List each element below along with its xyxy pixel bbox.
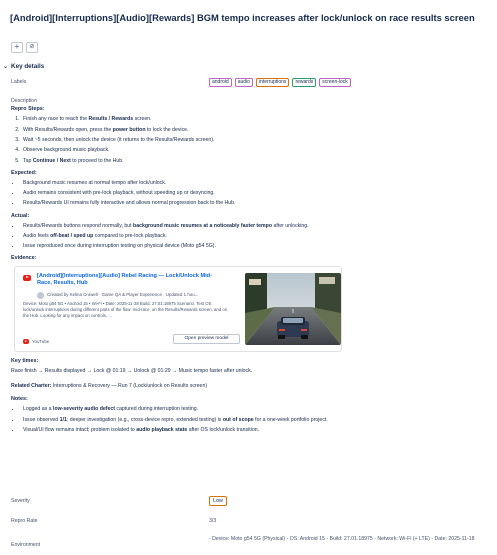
repro-step-pre: Finish any race to reach the xyxy=(23,116,89,123)
add-button[interactable] xyxy=(11,42,23,53)
labels-list xyxy=(209,78,351,87)
repro-steps-list xyxy=(11,116,485,164)
notes-heading: Notes: xyxy=(11,396,28,403)
expected-item: • Background music resumes at normal tempo after lock/unlock. xyxy=(21,180,485,187)
key-times-text: Race finish → Results displayed → Lock @ 01:19 → Unlock @ 01:29 → Music tempo faster after unlock. xyxy=(11,368,253,375)
repro-rate-label: Repro Rate xyxy=(11,518,38,524)
actual-item xyxy=(21,223,485,230)
note-item-post: captured during interruption testing. xyxy=(114,406,199,413)
evidence-heading: Evidence: xyxy=(11,255,37,262)
repro-step xyxy=(21,127,485,134)
note-item xyxy=(21,406,485,413)
repro-step-pre: With Results/Rewards open, press the xyxy=(23,126,113,133)
avatar xyxy=(37,292,44,299)
key-details-heading: Key details xyxy=(11,63,45,70)
actual-item-pre: Results/Rewards buttons respond normally, but xyxy=(23,222,134,229)
repro-step xyxy=(21,158,485,165)
note-item xyxy=(21,417,485,424)
expected-list xyxy=(11,180,485,208)
chevron-down-icon: ⌄ xyxy=(3,64,9,71)
note-item-post: for a one-week portfolio project. xyxy=(253,416,328,423)
repro-step xyxy=(21,137,485,144)
related-charter-value: Interruptions & Recovery — Run 7 (Lock/unlock on Results screen) xyxy=(51,383,208,390)
youtube-small-icon xyxy=(23,339,29,344)
description-body[interactable] xyxy=(11,106,485,437)
note-item-post: after OS lock/unlock transition. xyxy=(187,426,260,433)
environment-value[interactable]: - Device: Moto g54 5G (Physical) - OS: Android 15 - Build: 27.01.18975 - Network: Wi-Fi (+ LTE) - Date: 2025-11-18 xyxy=(209,536,475,542)
label-tag[interactable]: interruptions xyxy=(256,78,290,87)
actual-list xyxy=(11,223,485,251)
label-tag[interactable]: rewards xyxy=(292,78,316,87)
actual-item xyxy=(21,233,485,240)
issue-actions xyxy=(11,42,38,53)
repro-step-post: to lock the device. xyxy=(145,126,189,133)
expected-item: • Results/Rewards UI remains fully interactive and allows normal progression back to the Hub. xyxy=(21,200,485,207)
video-creator xyxy=(37,292,198,299)
note-item-pre: Issue observed xyxy=(23,416,60,423)
note-item-bold: out of scope xyxy=(222,416,254,423)
open-preview-button[interactable]: Open preview model xyxy=(173,334,240,344)
key-times-heading: Key times: xyxy=(11,357,39,364)
expected-heading: Expected: xyxy=(11,169,37,176)
repro-step xyxy=(21,147,485,154)
repro-step-pre: Observe background music playback. xyxy=(23,147,110,154)
note-item-bold: audio playback state xyxy=(136,426,188,433)
actual-item-post: after unlocking. xyxy=(272,222,309,229)
severity-label: Severity xyxy=(11,498,30,504)
youtube-icon xyxy=(23,275,31,281)
repro-rate-value[interactable]: 3/3 xyxy=(209,518,217,524)
environment-label: Environment xyxy=(11,542,41,548)
label-tag[interactable]: android xyxy=(209,78,232,87)
video-description: Device: Moto g54 5G • Android 15 • Wi-Fi • Date: 2025-11-28 Build: 27.01.18975 Scenario: Test OS lock/unlock interruptions during different parts of the flow: mid-race, on the Results/Rewards screen, and on the Hub. Looking for any impact on controls, ... xyxy=(23,300,228,319)
actual-heading: Actual: xyxy=(11,212,30,219)
racing-thumbnail-image xyxy=(245,273,341,345)
evidence-video-card[interactable] xyxy=(14,266,342,352)
description-field-label: Description xyxy=(11,98,37,104)
repro-step xyxy=(21,116,485,123)
actual-item xyxy=(21,243,485,250)
key-details-toggle[interactable] xyxy=(3,63,44,72)
expected-item: • Audio remains consistent with pre-lock playback, without speeding up or desyncing. xyxy=(21,190,485,197)
repro-step-bold: power button xyxy=(112,126,146,133)
video-source xyxy=(23,339,49,345)
severity-badge[interactable]: Low xyxy=(209,496,227,506)
repro-step-post: screen. xyxy=(133,116,152,123)
note-item-post: ; deeper investigation (e.g., cross-device repro, extended testing) is xyxy=(66,416,223,423)
settings-button[interactable] xyxy=(26,42,38,53)
note-item xyxy=(21,427,485,434)
issue-title: [Android][Interruptions][Audio][Rewards] BGM tempo increases after lock/unlock on race results screen xyxy=(10,12,475,23)
actual-item-bold: background music resumes at a noticeably faster tempo xyxy=(133,222,272,229)
video-source-label: YouTube xyxy=(32,338,50,344)
repro-step-bold: Continue / Next xyxy=(32,157,71,164)
plus-icon: + xyxy=(14,42,20,52)
repro-step-bold: Results / Rewards xyxy=(88,116,134,123)
video-thumbnail[interactable] xyxy=(245,273,341,345)
note-item-pre: Visual/UI flow remains intact; problem isolated to xyxy=(23,426,137,433)
note-item-pre: Logged as a xyxy=(23,406,53,413)
repro-step-post: to proceed to the Hub. xyxy=(70,157,124,164)
actual-item-pre: Audio feels xyxy=(23,233,51,240)
notes-list xyxy=(11,406,485,434)
repro-steps-heading: Repro Steps: xyxy=(11,106,45,112)
settings-icon: ⊘ xyxy=(29,44,35,51)
note-item-bold: 1/1 xyxy=(59,416,67,423)
actual-item-post: compared to pre-lock playback. xyxy=(93,233,167,240)
repro-step-pre: Tap xyxy=(23,157,33,164)
actual-item-bold: off-beat / sped up xyxy=(50,233,94,240)
note-item-bold: low-severity audio defect xyxy=(53,406,115,413)
label-tag[interactable]: audio xyxy=(235,78,253,87)
video-title-link[interactable]: [Android][Interruptions][Audio] Rebel Racing — Lock/Unlock Mid-Race, Results, Hub xyxy=(37,272,212,286)
related-charter-label: Related Charter: xyxy=(11,383,52,390)
creator-text: Created by Kelina Crowell · Game QA & Player Experience · Updated 1 hou... xyxy=(47,292,199,298)
repro-step-pre: Wait ~5 seconds, then unlock the device (it returns to the Results/Rewards screen). xyxy=(23,136,215,143)
labels-field-label: Labels xyxy=(11,79,27,85)
actual-item-pre: Issue reproduced once during interruption testing on physical device (Moto g54 5G). xyxy=(23,243,216,250)
label-tag[interactable]: screen-lock xyxy=(319,78,351,87)
